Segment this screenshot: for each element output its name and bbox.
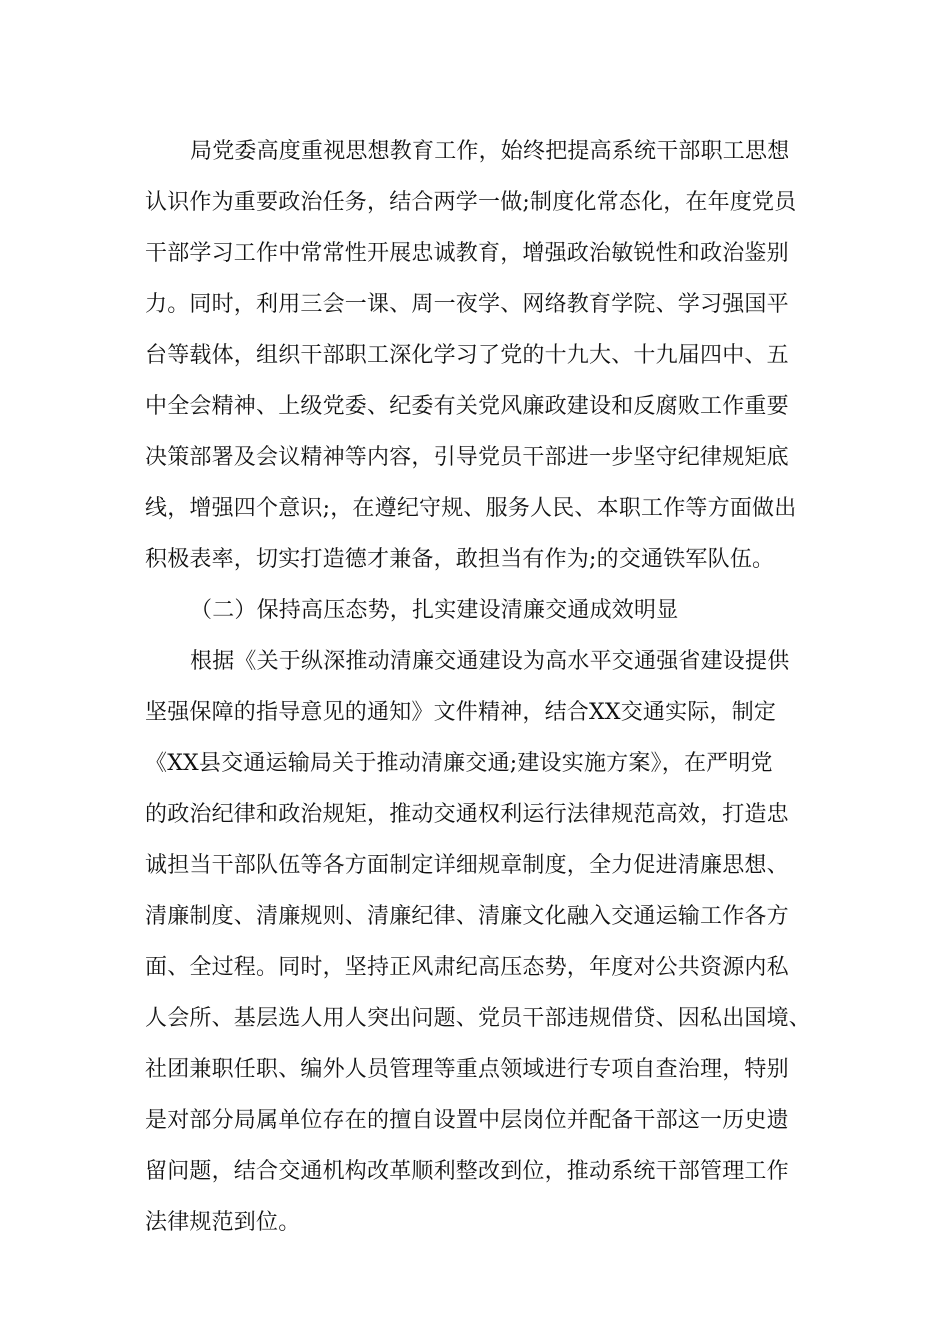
paragraph-2-line-11: 留问题，结合交通机构改革顺利整改到位，推动系统干部管理工作 xyxy=(145,1159,789,1184)
paragraph-2-line-7: 面、全过程。同时，坚持正风肃纪高压态势，年度对公共资源内私 xyxy=(145,955,789,980)
paragraph-2-line-3: 《XX县交通运输局关于推动清廉交通;建设实施方案》，在严明党 xyxy=(145,751,773,776)
paragraph-1-line-1: 局党委高度重视思想教育工作，始终把提高系统干部职工思想 xyxy=(190,139,790,164)
paragraph-2-line-6: 清廉制度、清廉规则、清廉纪律、清廉文化融入交通运输工作各方 xyxy=(145,904,789,929)
paragraph-2-line-5: 诚担当干部队伍等各方面制定详细规章制度，全力促进清廉思想、 xyxy=(145,853,789,878)
paragraph-2-line-1: 根据《关于纵深推动清廉交通建设为高水平交通强省建设提供 xyxy=(190,649,790,674)
section-heading: （二）保持高压态势，扎实建设清廉交通成效明显 xyxy=(190,598,679,623)
paragraph-2-line-8: 人会所、基层选人用人突出问题、党员干部违规借贷、因私出国境、 xyxy=(145,1006,812,1031)
paragraph-1-line-2: 认识作为重要政治任务，结合两学一做;制度化常态化，在年度党员 xyxy=(145,190,797,215)
paragraph-1-line-9: 积极表率，切实打造德才兼备，敢担当有作为;的交通铁军队伍。 xyxy=(145,547,775,572)
paragraph-1-line-7: 决策部署及会议精神等内容，引导党员干部进一步坚守纪律规矩底 xyxy=(145,445,789,470)
paragraph-1-line-6: 中全会精神、上级党委、纪委有关党风廉政建设和反腐败工作重要 xyxy=(145,394,789,419)
paragraph-2-line-10: 是对部分局属单位存在的擅自设置中层岗位并配备干部这一历史遗 xyxy=(145,1108,789,1133)
paragraph-2-line-2: 坚强保障的指导意见的通知》文件精神，结合XX交通实际，制定 xyxy=(145,700,777,725)
paragraph-2-line-4: 的政治纪律和政治规矩，推动交通权利运行法律规范高效，打造忠 xyxy=(145,802,789,827)
paragraph-1-line-4: 力。同时，利用三会一课、周一夜学、网络教育学院、学习强国平 xyxy=(145,292,789,317)
paragraph-2-line-9: 社团兼职任职、编外人员管理等重点领域进行专项自查治理，特别 xyxy=(145,1057,789,1082)
paragraph-2-line-12: 法律规范到位。 xyxy=(145,1210,301,1235)
paragraph-1-line-8: 线，增强四个意识;，在遵纪守规、服务人民、本职工作等方面做出 xyxy=(145,496,797,521)
paragraph-1-line-3: 干部学习工作中常常性开展忠诚教育，增强政治敏锐性和政治鉴别 xyxy=(145,241,789,266)
paragraph-1-line-5: 台等载体，组织干部职工深化学习了党的十九大、十九届四中、五 xyxy=(145,343,789,368)
